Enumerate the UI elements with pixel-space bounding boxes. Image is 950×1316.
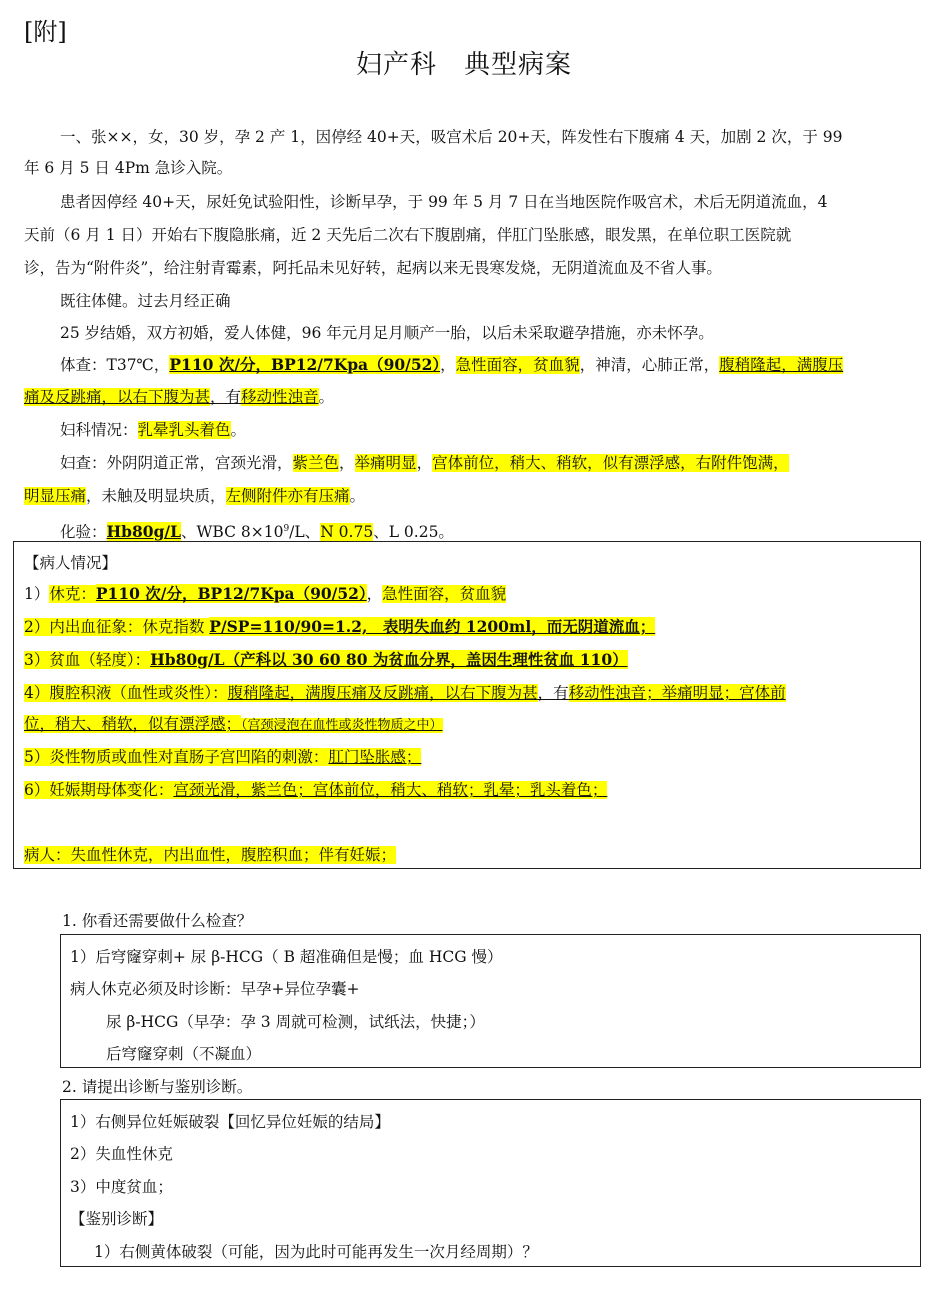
exam-text: 。 [318,388,335,406]
vitals-highlight: P110 次/分，BP12/7Kpa（90/52） [169,355,441,374]
anal-highlight: 肛门坠胀感； [328,748,422,766]
summary-heading: 【病人情况】 [24,554,118,572]
page-title: 妇产科 典型病案 [356,50,573,80]
uterus-highlight: 位，稍大、稍软，似有漂浮感； [24,715,242,733]
pregnancy-highlight: 宫颈光滑，紫兰色；宫体前位，稍大、稍软；乳晕；乳头着色； [173,781,608,799]
row-text: ， [366,585,383,603]
vitals-highlight: P110 次/分，BP12/7Kpa（90/52） [95,584,367,603]
exam-text: ，有 [210,388,242,406]
answer-1-line: 后穹窿穿刺（不凝血） [106,1045,262,1063]
tender-highlight: 明显压痛 [24,487,87,505]
conclusion-highlight: 病人：失血性休克，内出血性，腹腔积血；伴有妊娠； [24,846,397,864]
gyn-exam-text: 妇查：外阴阴道正常，宫颈光滑， [60,454,293,472]
gyn-exam-text: ， [339,454,355,472]
row-text: ，有 [537,684,569,702]
history-line: 诊，告为“附件炎”，给注射青霉素，阿托品未见好转，起病以来无畏寒发烧，无阴道流血及不省人事。 [24,259,722,277]
gyn-exam-text: ， [416,454,433,472]
color-highlight: 紫兰色 [292,454,340,472]
lab-text: 、WBC 8×10 [180,523,284,542]
gyn-info-label: 妇科情况： [60,421,138,439]
answer-1-line: 病人休克必须及时诊断：早孕+异位孕囊+ [70,980,360,998]
uterus-highlight: 宫体前位，稍大、稍软，似有漂浮感，右附件饱满， [432,454,789,472]
summary-row-anemia [24,647,628,673]
dullness-highlight: 移动性浊音；举痛明显；宫体前 [568,684,786,702]
answer-2-line: 【鉴别诊断】 [70,1210,164,1228]
neutrophil-highlight: N 0.75 [320,523,374,542]
question-2: 2. 请提出诊断与鉴别诊断。 [62,1078,253,1096]
exam-text: 体查：T37℃， [60,356,170,374]
history-line: 患者因停经 40+天，尿妊免试验阳性，诊断早孕，于 99 年 5 月 7 日在当地医院作吸宫术，术后无阴道流血，4 [60,193,828,211]
cervix-note: （宫颈浸泡在血性或炎性物质之中） [241,718,443,733]
lift-pain-highlight: 举痛明显 [354,454,417,472]
row-label: 5）炎性物质或血性对直肠子宫凹陷的刺激： [24,748,329,766]
appendix-mark: [附] [24,18,67,46]
lab-text: 、L 0.25。 [373,523,454,542]
face-highlight: 急性面容，贫血貌 [382,585,507,603]
gyn-exam-line [24,483,365,509]
marriage-history: 25 岁结婚，双方初婚，爱人体健，96 年元月足月顺产一胎，以后未采取避孕措施，亦未怀孕。 [60,324,714,342]
row-label: 2）内出血征象：休克指数 [24,618,210,636]
answer-1-line: 1）后穹窿穿刺+ 尿 β-HCG（ B 超准确但是慢；血 HCG 慢） [70,948,503,966]
history-line: 天前（6 月 1 日）开始右下腹隐胀痛，近 2 天先后二次右下腹剧痛，伴肛门坠胀感，眼发黑，在单位职工医院就 [24,226,792,244]
past-history: 既往体健。过去月经正确 [60,292,231,310]
summary-row-irritation [24,744,421,770]
physical-exam-line [60,352,843,378]
question-1: 1. 你看还需要做什么检查？ [62,912,253,930]
answer-2-line: 2）失血性休克 [70,1145,173,1163]
summary-row-bleeding [24,614,655,640]
answer-2-line: 3）中度贫血； [70,1178,173,1196]
shock-index-highlight: P/SP=110/90=1.2, 表明失血约 1200ml，而无阴道流血； [209,617,656,636]
gyn-exam-text: ，未触及明显块质， [86,487,226,505]
lab-exponent: 9 [283,524,290,534]
row-label: 3）贫血（轻度）： [24,651,151,669]
summary-row-ascites-cont [24,711,443,737]
summary-row-shock [24,581,506,607]
row-label: 休克： [49,585,96,603]
face-highlight: 急性面容，贫血貌 [455,356,580,374]
gyn-info-end: 。 [230,421,247,439]
answer-1-line: 尿 β-HCG（早孕：孕 3 周就可检测，试纸法，快捷；） [106,1013,485,1031]
case-intro-line: 一、张××，女，30 岁，孕 2 产 1，因停经 40+天，吸宫术后 20+天，阵发性右下腹痛 4 天，加剧 2 次，于 99 [60,128,843,146]
row-number: 1） [24,585,50,603]
lab-label: 化验： [60,523,107,542]
summary-conclusion [24,842,396,868]
left-adnexa-highlight: 左侧附件亦有压痛 [225,487,350,505]
hb-highlight: Hb80g/L [106,522,181,542]
answer-2-line: 1）右侧黄体破裂（可能，因为此时可能再发生一次月经周期）？ [94,1243,538,1261]
abdomen-highlight: 腹稍隆起，满腹压痛及反跳痛，以右下腹为甚 [227,684,538,702]
lab-line [60,516,454,542]
gyn-info-line [60,417,246,443]
lab-text: /L、 [289,523,321,542]
areola-highlight: 乳晕乳头着色 [137,421,231,439]
row-label: 6）妊娠期母体变化： [24,781,174,799]
answer-2-line: 1）右侧异位妊娠破裂【回忆异位妊娠的结局】 [70,1113,390,1131]
abdomen-highlight: 腹稍隆起，满腹压 [719,356,844,374]
exam-text: ， [440,356,456,374]
tenderness-highlight: 痛及反跳痛，以右下腹为甚 [24,388,211,406]
gyn-exam-line [60,450,789,476]
case-intro-line: 年 6 月 5 日 4Pm 急诊入院。 [24,159,233,177]
exam-text: ，神清，心肺正常， [579,356,720,374]
gyn-exam-text: 。 [349,487,366,505]
hb-highlight: Hb80g/L（产科以 30 60 80 为贫血分界，盖因生理性贫血 110） [150,650,628,669]
physical-exam-line [24,384,334,410]
dullness-highlight: 移动性浊音 [241,388,319,406]
summary-row-ascites [24,680,786,706]
summary-row-pregnancy [24,777,607,803]
row-label: 4）腹腔积液（血性或炎性）： [24,684,228,702]
